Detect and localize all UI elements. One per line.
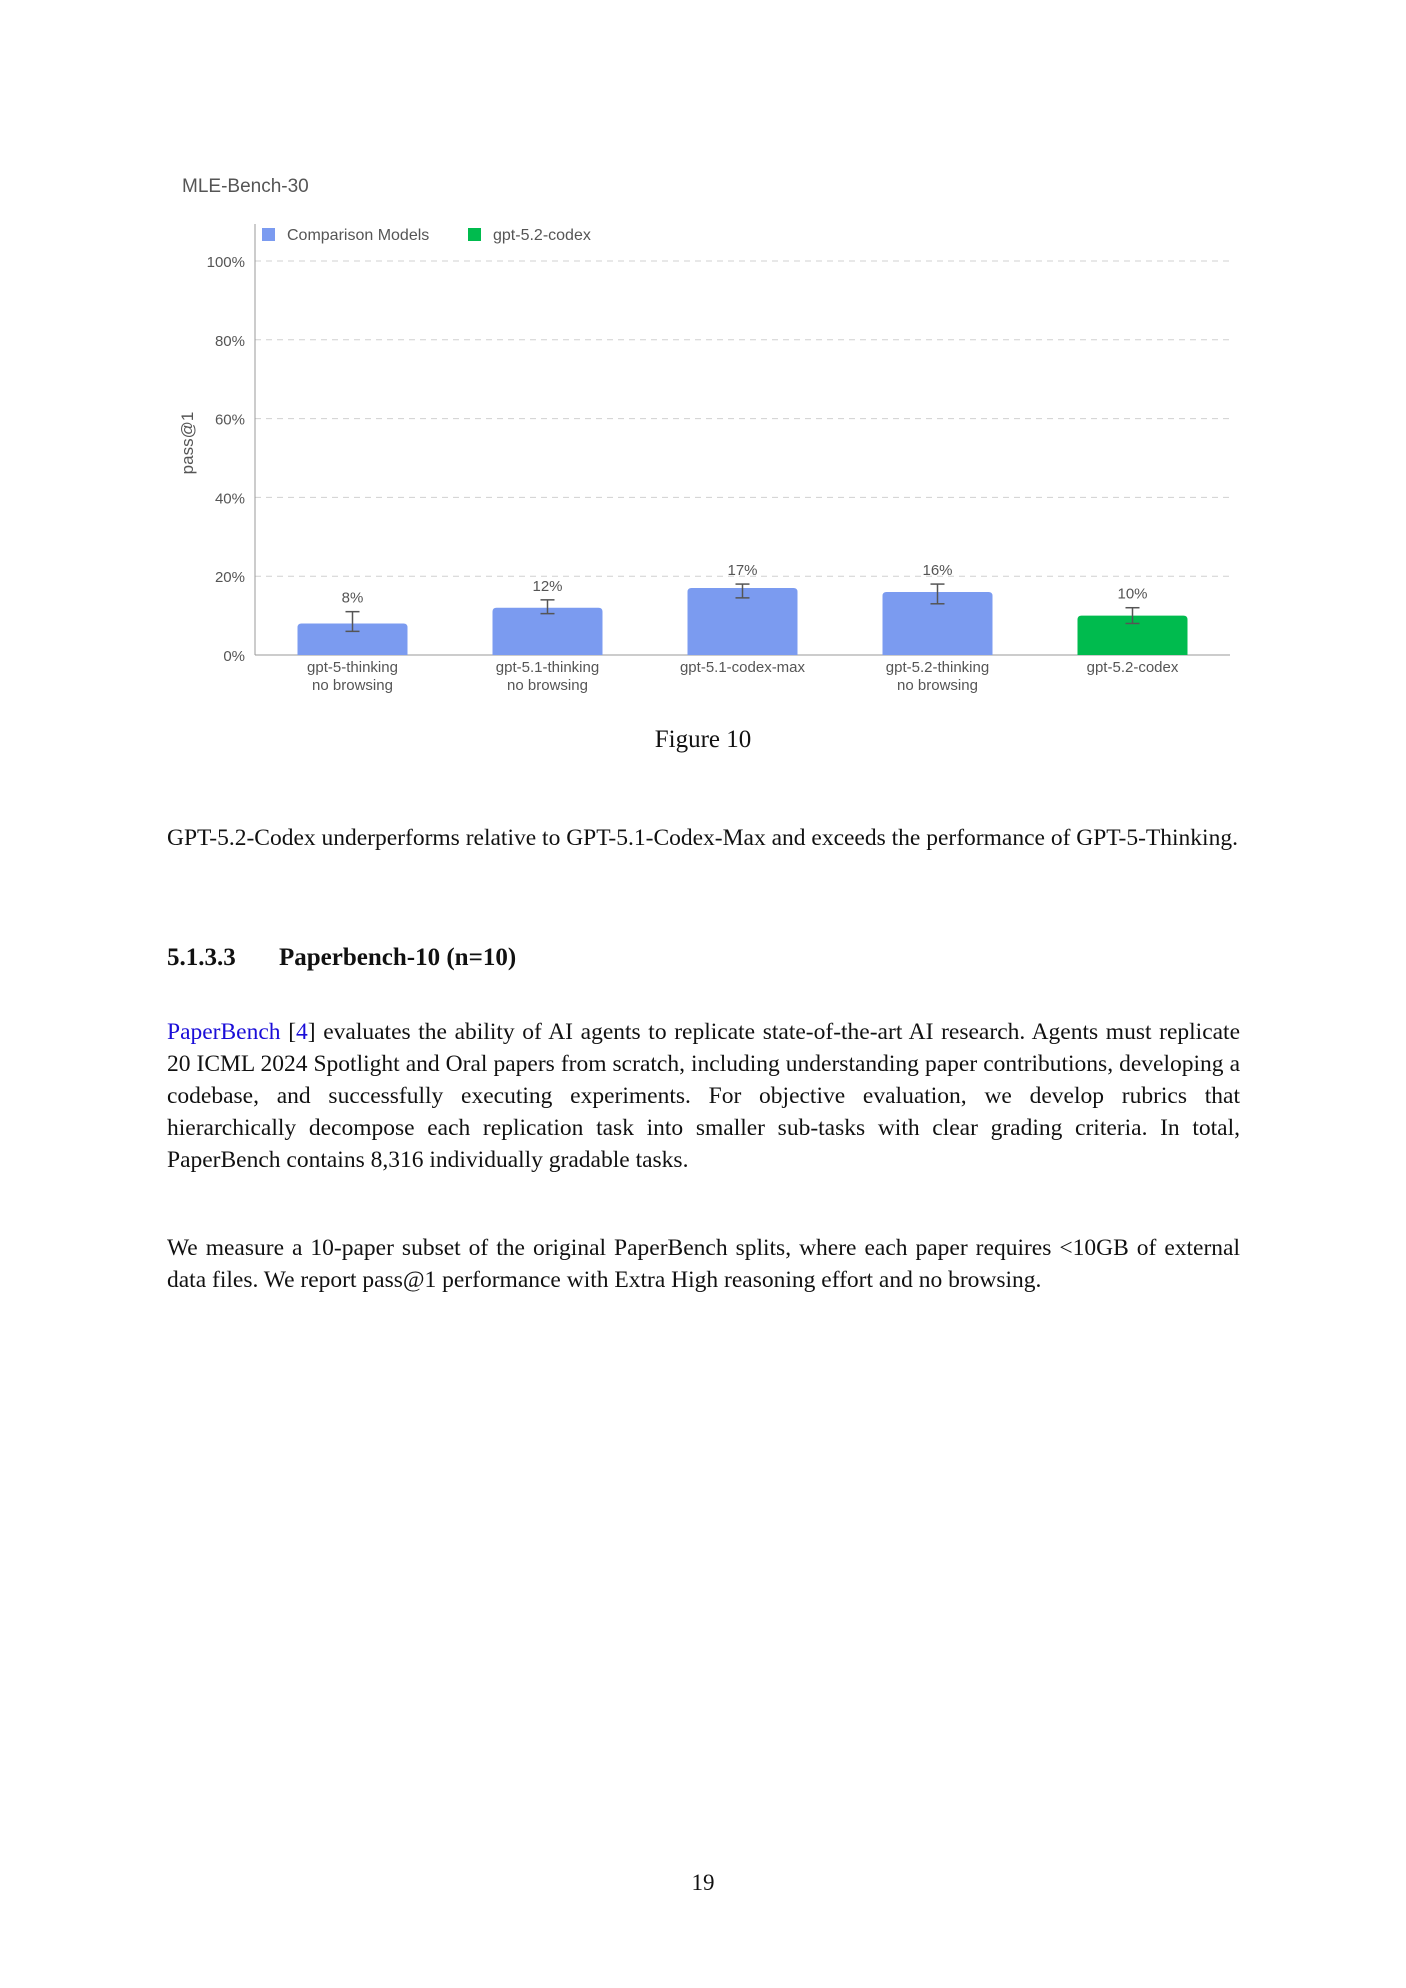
figure-caption: Figure 10 — [654, 726, 752, 753]
legend-label: gpt-5.2-codex — [493, 227, 591, 244]
paragraph-results — [167, 822, 1240, 854]
y-axis-label: pass@1 — [178, 411, 197, 475]
figure — [0, 0, 1406, 780]
paragraph-results-text: GPT-5.2-Codex underperforms relative to GPT-5.1-Codex-Max and exceeds the performance of GPT-5-Thinking. — [167, 825, 1238, 851]
legend-swatch — [468, 228, 481, 241]
paragraph-paperbench — [167, 1016, 1240, 1176]
data-label: 10% — [1117, 585, 1148, 603]
citation-bracket-close: ] — [307, 1019, 316, 1045]
page-number: 19 — [691, 1870, 715, 1895]
data-label: 8% — [341, 589, 364, 607]
bar — [493, 608, 603, 655]
y-tick-label: 100% — [206, 254, 245, 271]
data-label: 17% — [727, 562, 758, 580]
y-tick-label: 60% — [214, 411, 245, 429]
data-label: 16% — [922, 562, 953, 580]
bar-chart — [0, 0, 1406, 710]
x-tick-label: no browsing — [312, 677, 393, 694]
y-tick-label: 40% — [214, 490, 245, 508]
y-tick-label: 20% — [214, 569, 245, 587]
legend-swatch — [262, 228, 275, 241]
legend-label: Comparison Models — [287, 227, 430, 244]
x-tick-label: gpt-5.1-thinking — [495, 659, 600, 676]
paragraph-subset-text: We measure a 10-paper subset of the original PaperBench splits, where each paper requires <10GB of external data files. We report pass@1 performance with Extra High reasoning effort and no browsing. — [167, 1235, 1240, 1293]
citation-bracket-open: [ — [288, 1019, 297, 1045]
paperbench-link[interactable]: PaperBench — [167, 1019, 281, 1045]
x-tick-label: gpt-5.1-codex-max — [679, 659, 806, 676]
x-tick-label: gpt-5.2-thinking — [885, 659, 990, 676]
x-tick-label: gpt-5-thinking — [307, 659, 398, 676]
y-tick-label: 80% — [214, 332, 245, 350]
x-tick-label: no browsing — [897, 677, 978, 694]
paragraph-subset — [167, 1232, 1240, 1296]
section-heading — [167, 944, 516, 972]
citation-link[interactable]: 4 — [296, 1019, 308, 1045]
section-title: Paperbench-10 (n=10) — [279, 944, 517, 971]
section-number: 5.1.3.3 — [167, 944, 236, 971]
data-label: 12% — [532, 577, 563, 595]
x-tick-label: gpt-5.2-codex — [1086, 659, 1179, 676]
x-tick-label: no browsing — [507, 677, 588, 694]
paragraph-paperbench-text: evaluates the ability of AI agents to replicate state-of-the-art AI research. Agents must replicate 20 ICML 2024 Spotlight and Oral papers from scratch, including understanding paper contributions, developing a codebase, and successfully executing experiments. For objective evaluation, we develop rubrics that hierarchically decompose each replication task into smaller sub-tasks with clear grading criteria. In total, PaperBench contains 8,316 individually gradable tasks. — [167, 1019, 1241, 1173]
chart-title: MLE-Bench-30 — [182, 176, 309, 197]
y-tick-label: 0% — [223, 648, 245, 665]
